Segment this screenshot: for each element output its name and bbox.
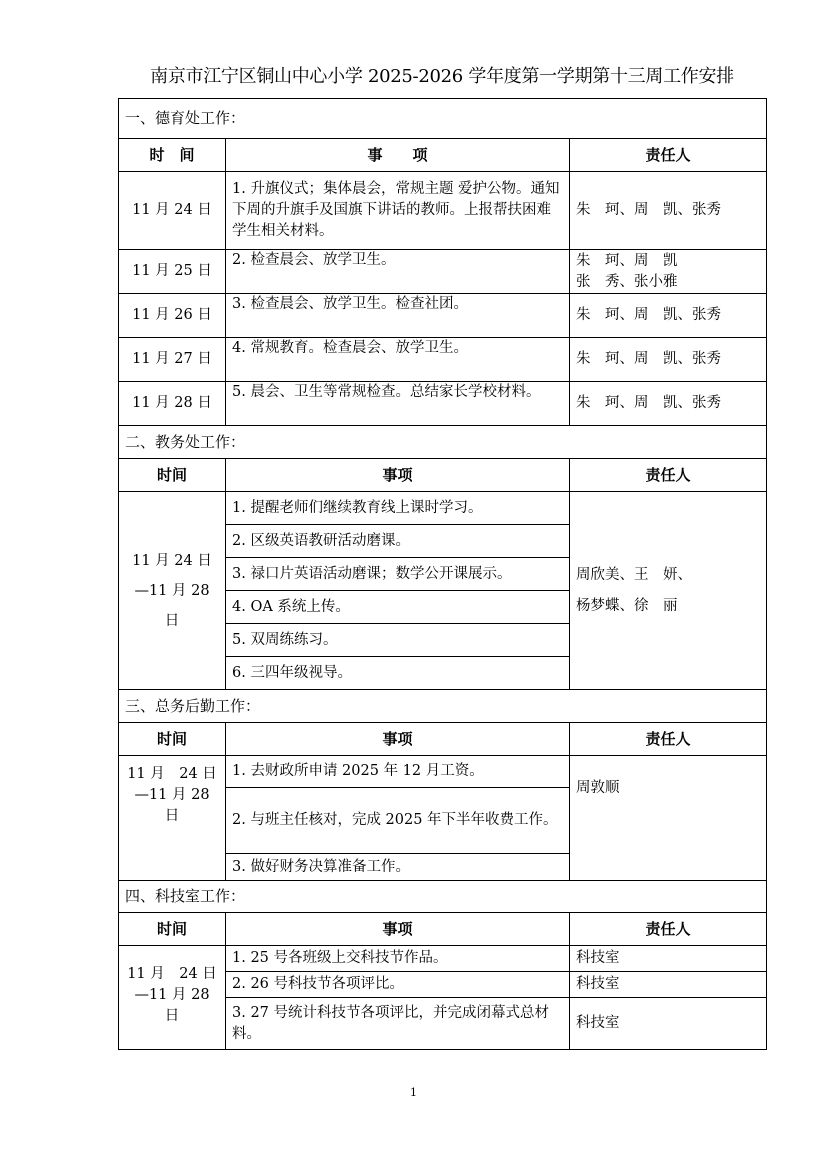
time-cell: 11 月 24 日 —11 月 28 日 <box>119 756 226 881</box>
item-cell: 1. 提醒老师们继续教育线上课时学习。 <box>226 492 570 525</box>
table-row <box>119 338 767 382</box>
item-cell: 3. 做好财务决算准备工作。 <box>226 854 570 881</box>
time-cell: 11 月 26 日 <box>119 294 226 338</box>
time-cell: 11 月 27 日 <box>119 338 226 382</box>
responsible-cell: 周敦顺 <box>570 756 767 881</box>
responsible-cell: 朱 珂、周 凯 张 秀、张小雅 <box>570 250 767 294</box>
time-cell: 11 月 28 日 <box>119 382 226 426</box>
table-row <box>119 294 767 338</box>
section-heading-text: 二、教务处工作： <box>119 426 767 459</box>
responsible-cell: 科技室 <box>570 946 767 972</box>
responsible-cell: 科技室 <box>570 998 767 1050</box>
item-cell: 1. 去财政所申请 2025 年 12 月工资。 <box>226 756 570 788</box>
header-responsible: 责任人 <box>570 459 767 492</box>
header-item: 事项 <box>226 913 570 946</box>
responsible-cell: 朱 珂、周 凯、张秀 <box>570 294 767 338</box>
item-cell: 6. 三四年级视导。 <box>226 657 570 690</box>
responsible-cell: 朱 珂、周 凯、张秀 <box>570 382 767 426</box>
time-cell: 11 月 24 日 —11 月 28 日 <box>119 946 226 1050</box>
header-item: 事项 <box>226 459 570 492</box>
table-header-row <box>119 913 767 946</box>
header-time: 时 间 <box>119 139 226 172</box>
table-row <box>119 172 767 250</box>
section-heading-technology <box>119 881 767 913</box>
header-responsible: 责任人 <box>570 913 767 946</box>
item-cell: 2. 26 号科技节各项评比。 <box>226 972 570 998</box>
time-cell: 11 月 25 日 <box>119 250 226 294</box>
header-item: 事项 <box>226 723 570 756</box>
item-cell: 3. 检查晨会、放学卫生。检查社团。 <box>226 294 570 338</box>
item-cell: 4. 常规教育。检查晨会、放学卫生。 <box>226 338 570 382</box>
header-item: 事 项 <box>226 139 570 172</box>
table-row <box>119 382 767 426</box>
item-cell: 1. 升旗仪式；集体晨会，常规主题 爱护公物。通知下周的升旗手及国旗下讲话的教师。上报帮扶困难学生相关材料。 <box>226 172 570 250</box>
header-time: 时间 <box>119 913 226 946</box>
time-cell: 11 月 24 日 —11 月 28 日 <box>119 492 226 690</box>
section-heading-academic <box>119 426 767 459</box>
item-cell: 2. 检查晨会、放学卫生。 <box>226 250 570 294</box>
section-heading-text: 三、总务后勤工作： <box>119 690 767 723</box>
item-cell: 5. 晨会、卫生等常规检查。总结家长学校材料。 <box>226 382 570 426</box>
header-time: 时间 <box>119 459 226 492</box>
item-cell: 2. 区级英语教研活动磨课。 <box>226 525 570 558</box>
section-heading-logistics <box>119 690 767 723</box>
table-row <box>119 756 767 788</box>
section-heading-text: 一、德育处工作： <box>119 99 767 139</box>
document-title: 南京市江宁区铜山中心小学 2025-2026 学年度第一学期第十三周工作安排 <box>150 66 734 87</box>
item-cell: 3. 27 号统计科技节各项评比，并完成闭幕式总材料。 <box>226 998 570 1050</box>
header-responsible: 责任人 <box>570 723 767 756</box>
table-header-row <box>119 139 767 172</box>
responsible-cell: 朱 珂、周 凯、张秀 <box>570 172 767 250</box>
item-cell: 5. 双周练练习。 <box>226 624 570 657</box>
item-cell: 3. 禄口片英语活动磨课；数学公开课展示。 <box>226 558 570 591</box>
table-header-row <box>119 459 767 492</box>
header-time: 时间 <box>119 723 226 756</box>
work-schedule-table <box>118 98 767 1050</box>
table-header-row <box>119 723 767 756</box>
table-row <box>119 946 767 972</box>
time-cell: 11 月 24 日 <box>119 172 226 250</box>
section-heading-text: 四、科技室工作： <box>119 881 767 913</box>
header-responsible: 责任人 <box>570 139 767 172</box>
item-cell: 4. OA 系统上传。 <box>226 591 570 624</box>
item-cell: 2. 与班主任核对，完成 2025 年下半年收费工作。 <box>226 788 570 854</box>
responsible-cell: 科技室 <box>570 972 767 998</box>
item-cell: 1. 25 号各班级上交科技节作品。 <box>226 946 570 972</box>
table-row <box>119 492 767 525</box>
section-heading-moral <box>119 99 767 139</box>
table-row <box>119 250 767 294</box>
responsible-cell: 周欣美、王 妍、 杨梦蝶、徐 丽 <box>570 492 767 690</box>
page-number: 1 <box>410 1086 417 1099</box>
responsible-cell: 朱 珂、周 凯、张秀 <box>570 338 767 382</box>
